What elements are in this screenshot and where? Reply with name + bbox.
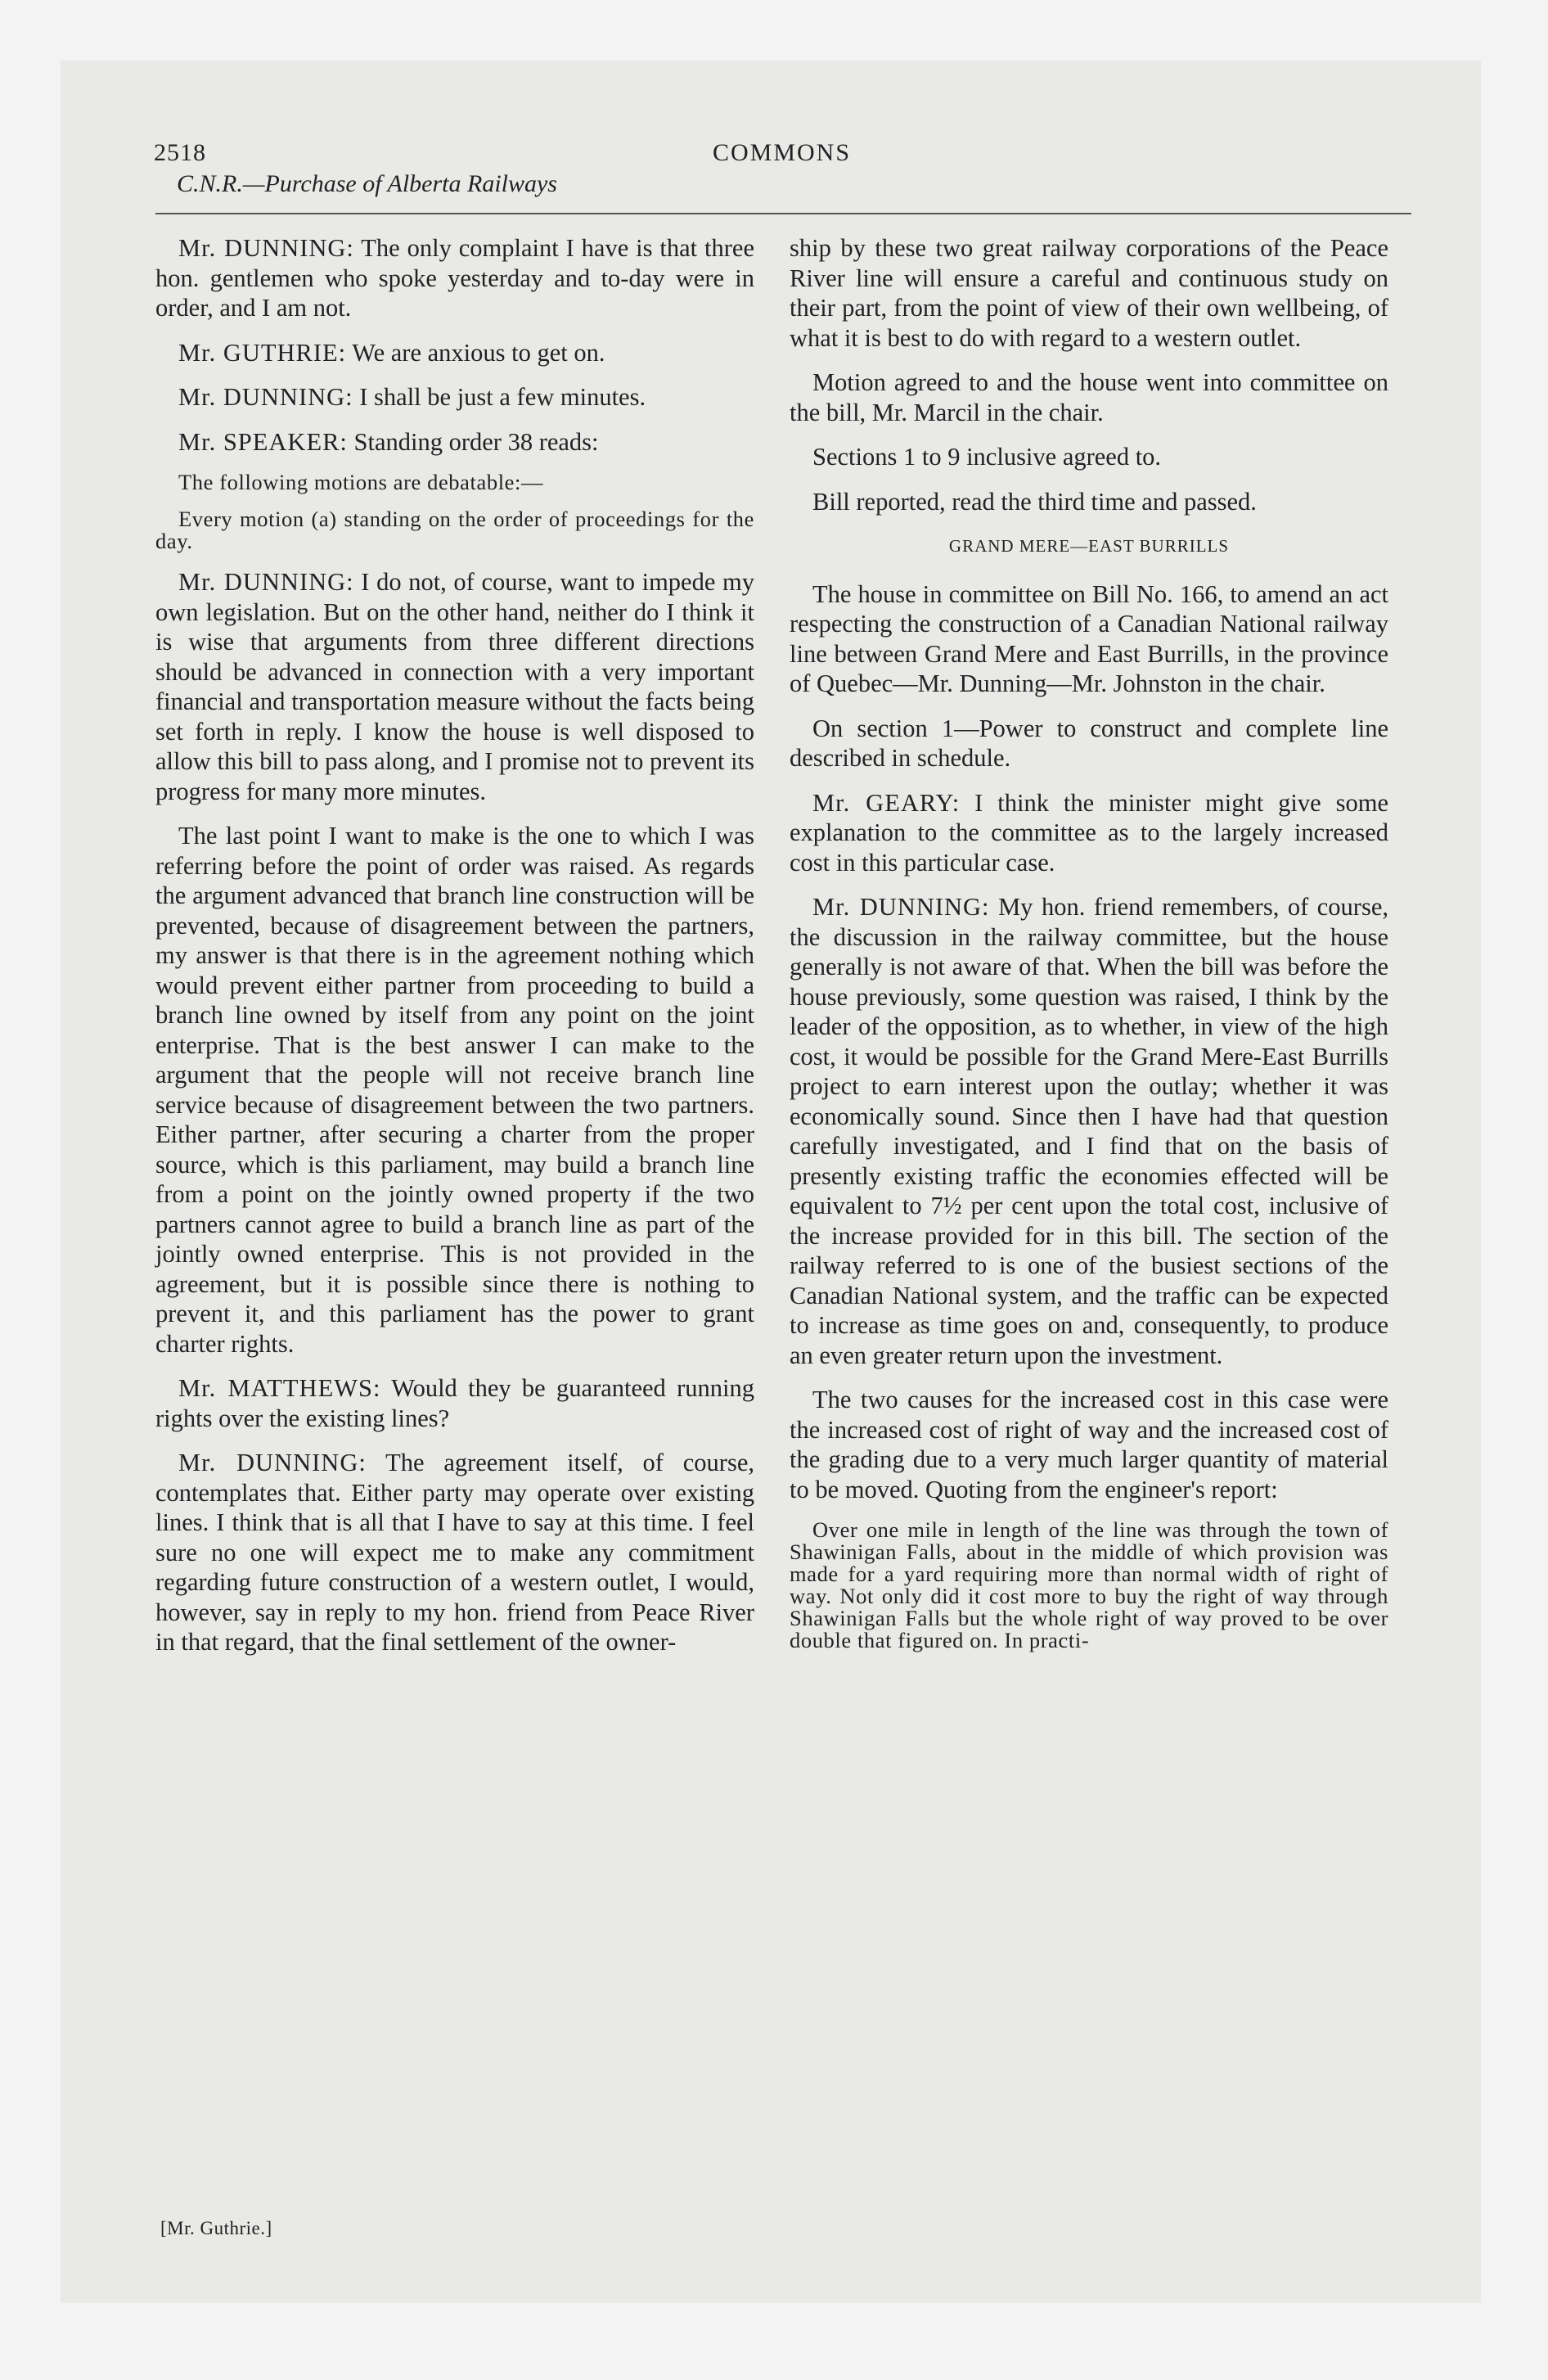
publication-title: COMMONS: [712, 139, 852, 166]
paragraph: [155, 382, 754, 412]
paragraph: [790, 1385, 1388, 1504]
quoted-text: The following motions are debatable:—: [178, 470, 544, 494]
paragraph-text: On section 1—Power to construct and complete line described in schedule.: [790, 714, 1388, 772]
paragraph-text: The house in committee on Bill No. 166, to amend an act respecting the construction of a Canadian National railway line between Grand Mere and East Burrills, in the province of Quebec—Mr. Dunning—Mr. Johnston in the chair.: [790, 579, 1388, 697]
paragraph-text: I think the minister might give some explanation to the committee as to the largely increased cost in this particular case.: [790, 788, 1389, 877]
paragraph-text: Would they be guaranteed running rights over the existing lines?: [155, 1374, 755, 1432]
paragraph-text: Bill reported, read the third time and passed.: [812, 487, 1257, 516]
paragraph-text: The two causes for the increased cost in this case were the increased cost of right of way and the increased cost of the grading due to a very much larger quantity of material to be moved. Quoting from the engineer's report:: [790, 1386, 1388, 1503]
paragraph-text: My hon. friend remembers, of course, the discussion in the railway committee, but the house generally is not aware of that. When the bill was before the house previously, some question was raised, I think by the leader of the opposition, as to whether, in view of the high cost, it would be possible for the Grand Mere-East Burrills project to earn interest upon the outlay; whether it was economically sound. Since then I have had that question carefully investigated, and I find that on the basis of presently existing traffic the economies effected will be equivalent to 7½ per cent upon the total cost, inclusive of the increase provided for in this bill. The section of the railway referred to is one of the busiest sections of the Canadian National system, and the traffic can be expected to increase as time goes on and, consequently, to produce an even greater return upon the investment.: [790, 893, 1388, 1369]
quoted-text: Over one mile in length of the line was through the town of Shawinigan Falls, about in the middle of which provision was made for a yard requiring more than normal width of right of way. Not only did it cost more to buy the right of way through Shawinigan Falls but the whole right of way proved to be over double that figured on. In practi-: [790, 1517, 1388, 1652]
speaker-name: Mr. DUNNING:: [178, 568, 354, 596]
paragraph: [155, 821, 754, 1359]
paragraph: [790, 892, 1388, 1370]
header-rule: [155, 213, 1411, 214]
paragraph: [155, 1448, 754, 1657]
speaker-name: Mr. GEARY:: [812, 788, 961, 817]
speaker-name: Mr. SPEAKER:: [178, 427, 348, 456]
paragraph: [790, 788, 1388, 878]
paragraph: [155, 338, 754, 368]
paragraph-text: The agreement itself, of course, contemplates that. Either party may operate over existing lines. I think that is all that I have to say at this time. I feel sure no one will expect me to make any commitment regarding future construction of a western outlet, I would, however, say in reply to my hon. friend from Peace River in that regard, that the final settlement of the owner-: [155, 1449, 754, 1656]
page-number: 2518: [154, 139, 206, 166]
paragraph: [155, 233, 754, 323]
paragraph: [790, 579, 1388, 699]
speaker-name: Mr. DUNNING:: [178, 1449, 367, 1476]
running-subtitle: C.N.R.—Purchase of Alberta Railways: [177, 170, 557, 197]
paragraph-text: Sections 1 to 9 inclusive agreed to.: [812, 443, 1162, 471]
quoted-text: Every motion (a) standing on the order of proceedings for the day.: [155, 507, 754, 553]
speaker-name: Mr. MATTHEWS:: [178, 1374, 381, 1402]
right-column: [790, 233, 1388, 1666]
paragraph-text: We are anxious to get on.: [352, 338, 605, 367]
paragraph-text: The last point I want to make is the one to which I was referring before the point of order was raised. As regards the argument advanced that branch line construction will be prevented, because of disagreement between the partners, my answer is that there is in the agreement nothing which would prevent either partner from proceeding to build a branch line owned by itself from any point on the joint enterprise. That is the best answer I can make to the argument that the people will not receive branch line service because of disagreement between the two partners. Either partner, after securing a charter from the proper source, which is this parliament, may build a branch line from a point on the jointly owned property if the two partners cannot agree to build a branch line as part of the jointly owned enterprise. This is not provided in the agreement, but it is possible since there is nothing to prevent it, and this parliament has the power to grant charter rights.: [155, 822, 754, 1358]
page-header: [154, 139, 1410, 213]
paragraph-text: I shall be just a few minutes.: [359, 383, 646, 411]
paragraph: [155, 567, 754, 806]
paragraph: [790, 714, 1388, 773]
paragraph-text: ship by these two great railway corporations of the Peace River line will ensure a careful and continuous study on their part, from the point of view of their own wellbeing, of what it is best to do with regard to a western outlet.: [790, 234, 1388, 352]
footnote: [Mr. Guthrie.]: [160, 2218, 272, 2238]
paragraph-text: Motion agreed to and the house went into committee on the bill, Mr. Marcil in the chair.: [790, 368, 1388, 426]
paragraph: [790, 442, 1388, 472]
paragraph-text: Standing order 38 reads:: [353, 427, 599, 456]
paragraph: [790, 367, 1388, 427]
paragraph: [155, 1373, 754, 1433]
paragraph: [155, 427, 754, 458]
paragraph-text: The only complaint I have is that three hon. gentlemen who spoke yesterday and to-day were in order, and I am not.: [155, 234, 754, 322]
left-column: [155, 233, 754, 1672]
section-heading: GRAND MERE—EAST BURRILLS: [948, 536, 1230, 556]
paragraph-text: I do not, of course, want to impede my own legislation. But on the other hand, neither do I think it is wise that arguments from three different directions should be advanced in connection with a very important financial and transportation measure without the facts being set forth in reply. I know the house is well disposed to allow this bill to pass along, and I promise not to prevent its progress for many more minutes.: [155, 568, 754, 805]
paragraph: [790, 233, 1388, 353]
paragraph: [790, 487, 1388, 517]
speaker-name: Mr. DUNNING:: [178, 383, 353, 411]
speaker-name: Mr. GUTHRIE:: [178, 338, 347, 367]
speaker-name: Mr. DUNNING:: [812, 893, 990, 921]
speaker-name: Mr. DUNNING:: [178, 234, 354, 262]
